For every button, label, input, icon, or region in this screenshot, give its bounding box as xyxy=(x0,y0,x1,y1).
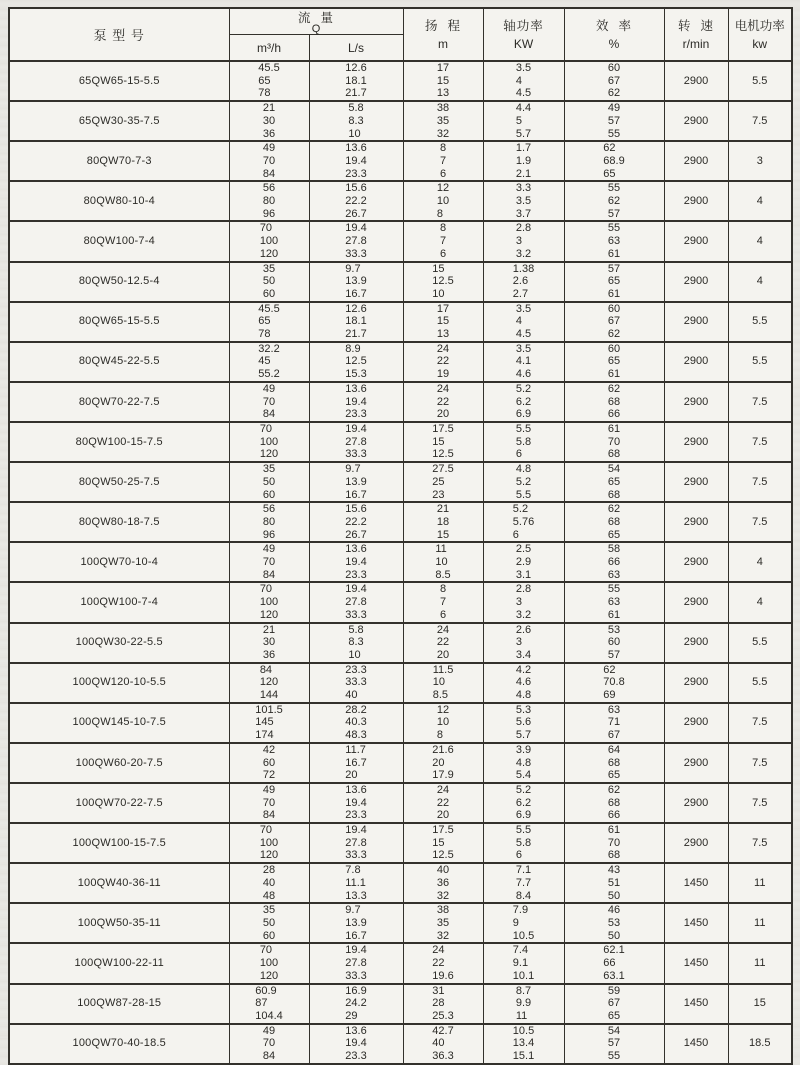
cell-speed: 2900 xyxy=(664,382,728,422)
cell-efficiency: 54 65 68 xyxy=(564,462,664,502)
cell-motor-power: 5.5 xyxy=(728,342,792,382)
cell-speed: 2900 xyxy=(664,61,728,101)
cell-speed: 2900 xyxy=(664,542,728,582)
cell-head: 12 10 8 xyxy=(403,181,483,221)
cell-shaft-power: 5.5 5.8 6 xyxy=(483,422,564,462)
cell-motor-power: 5.5 xyxy=(728,623,792,663)
cell-head: 15 12.5 10 xyxy=(403,262,483,302)
cell-speed: 1450 xyxy=(664,1024,728,1064)
table-row xyxy=(9,663,792,703)
cell-model: 100QW100-22-11 xyxy=(9,943,229,983)
cell-flow-ls: 9.7 13.9 16.7 xyxy=(309,262,403,302)
head-unit: m xyxy=(438,36,449,51)
cell-flow-ls: 5.8 8.3 10 xyxy=(309,101,403,141)
cell-flow-m3h: 32.2 45 55.2 xyxy=(229,342,309,382)
cell-speed: 2900 xyxy=(664,743,728,783)
cell-head: 40 36 32 xyxy=(403,863,483,903)
cell-efficiency: 43 51 50 xyxy=(564,863,664,903)
cell-shaft-power: 1.38 2.6 2.7 xyxy=(483,262,564,302)
cell-speed: 2900 xyxy=(664,342,728,382)
cell-model: 100QW50-35-11 xyxy=(9,903,229,943)
cell-motor-power: 5.5 xyxy=(728,663,792,703)
cell-flow-ls: 23.3 33.3 40 xyxy=(309,663,403,703)
cell-motor-power: 5.5 xyxy=(728,61,792,101)
cell-speed: 2900 xyxy=(664,502,728,542)
cell-motor-power: 11 xyxy=(728,863,792,903)
cell-flow-m3h: 35 50 60 xyxy=(229,903,309,943)
cell-flow-m3h: 56 80 96 xyxy=(229,181,309,221)
table-row xyxy=(9,783,792,823)
header-flow-m3h: m³/h xyxy=(229,35,309,62)
cell-flow-ls: 9.7 13.9 16.7 xyxy=(309,462,403,502)
cell-head: 8 7 6 xyxy=(403,141,483,181)
cell-speed: 2900 xyxy=(664,422,728,462)
cell-head: 31 28 25.3 xyxy=(403,984,483,1024)
table-row xyxy=(9,101,792,141)
cell-flow-m3h: 45.5 65 78 xyxy=(229,61,309,101)
cell-head: 8 7 6 xyxy=(403,582,483,622)
cell-efficiency: 60 67 62 xyxy=(564,61,664,101)
cell-head: 17.5 15 12.5 xyxy=(403,823,483,863)
cell-flow-m3h: 21 30 36 xyxy=(229,101,309,141)
table-row xyxy=(9,903,792,943)
cell-speed: 1450 xyxy=(664,984,728,1024)
flow-label: 流 量 xyxy=(298,11,334,25)
cell-speed: 2900 xyxy=(664,302,728,342)
cell-head: 17.5 15 12.5 xyxy=(403,422,483,462)
cell-flow-ls: 19.4 27.8 33.3 xyxy=(309,221,403,261)
cell-shaft-power: 4.4 5 5.7 xyxy=(483,101,564,141)
table-row xyxy=(9,61,792,101)
cell-shaft-power: 7.1 7.7 8.4 xyxy=(483,863,564,903)
cell-shaft-power: 8.7 9.9 11 xyxy=(483,984,564,1024)
cell-efficiency: 62 68.9 65 xyxy=(564,141,664,181)
cell-model: 80QW80-18-7.5 xyxy=(9,502,229,542)
table-row xyxy=(9,623,792,663)
cell-shaft-power: 2.8 3 3.2 xyxy=(483,582,564,622)
cell-efficiency: 61 70 68 xyxy=(564,823,664,863)
motor-power-label: 电机功率 xyxy=(734,18,785,33)
cell-motor-power: 7.5 xyxy=(728,101,792,141)
cell-model: 100QW60-20-7.5 xyxy=(9,743,229,783)
cell-head: 21.6 20 17.9 xyxy=(403,743,483,783)
table-row xyxy=(9,181,792,221)
cell-motor-power: 7.5 xyxy=(728,502,792,542)
cell-shaft-power: 2.8 3 3.2 xyxy=(483,221,564,261)
cell-flow-ls: 11.7 16.7 20 xyxy=(309,743,403,783)
header-pump-model: 泵 型 号 xyxy=(9,8,229,61)
cell-flow-m3h: 70 100 120 xyxy=(229,943,309,983)
table-row xyxy=(9,703,792,743)
cell-model: 100QW70-10-4 xyxy=(9,542,229,582)
cell-shaft-power: 2.6 3 3.4 xyxy=(483,623,564,663)
cell-efficiency: 53 60 57 xyxy=(564,623,664,663)
cell-flow-ls: 13.6 19.4 23.3 xyxy=(309,1024,403,1064)
efficiency-unit: % xyxy=(608,36,620,51)
cell-flow-m3h: 49 70 84 xyxy=(229,1024,309,1064)
cell-shaft-power: 4.2 4.6 4.8 xyxy=(483,663,564,703)
cell-efficiency: 60 67 62 xyxy=(564,302,664,342)
cell-flow-ls: 7.8 11.1 13.3 xyxy=(309,863,403,903)
cell-motor-power: 18.5 xyxy=(728,1024,792,1064)
cell-efficiency: 62 68 65 xyxy=(564,502,664,542)
cell-head: 38 35 32 xyxy=(403,903,483,943)
cell-head: 11.5 10 8.5 xyxy=(403,663,483,703)
table-row xyxy=(9,462,792,502)
table-row xyxy=(9,342,792,382)
cell-speed: 2900 xyxy=(664,141,728,181)
cell-flow-m3h: 35 50 60 xyxy=(229,262,309,302)
cell-speed: 2900 xyxy=(664,823,728,863)
table-row xyxy=(9,141,792,181)
cell-motor-power: 7.5 xyxy=(728,703,792,743)
cell-model: 80QW45-22-5.5 xyxy=(9,342,229,382)
cell-motor-power: 11 xyxy=(728,903,792,943)
cell-flow-ls: 8.9 12.5 15.3 xyxy=(309,342,403,382)
cell-flow-m3h: 49 70 84 xyxy=(229,141,309,181)
cell-efficiency: 55 62 57 xyxy=(564,181,664,221)
motor-power-unit: kw xyxy=(752,36,768,51)
cell-flow-ls: 13.6 19.4 23.3 xyxy=(309,382,403,422)
cell-speed: 2900 xyxy=(664,663,728,703)
cell-motor-power: 15 xyxy=(728,984,792,1024)
cell-motor-power: 4 xyxy=(728,262,792,302)
cell-model: 100QW70-40-18.5 xyxy=(9,1024,229,1064)
header-flow-ls: L/s xyxy=(309,35,403,62)
cell-efficiency: 63 71 67 xyxy=(564,703,664,743)
pump-spec-table xyxy=(8,7,793,1065)
cell-motor-power: 5.5 xyxy=(728,302,792,342)
cell-efficiency: 55 63 61 xyxy=(564,582,664,622)
table-row xyxy=(9,984,792,1024)
table-row xyxy=(9,743,792,783)
cell-head: 8 7 6 xyxy=(403,221,483,261)
cell-model: 80QW100-7-4 xyxy=(9,221,229,261)
cell-efficiency: 46 53 50 xyxy=(564,903,664,943)
cell-speed: 2900 xyxy=(664,101,728,141)
cell-efficiency: 57 65 61 xyxy=(564,262,664,302)
table-row xyxy=(9,863,792,903)
cell-head: 24 22 20 xyxy=(403,783,483,823)
cell-shaft-power: 7.9 9 10.5 xyxy=(483,903,564,943)
shaft-power-label: 轴功率 xyxy=(503,18,544,33)
cell-flow-m3h: 70 100 120 xyxy=(229,221,309,261)
table-row xyxy=(9,943,792,983)
header-efficiency xyxy=(564,8,664,61)
cell-flow-m3h: 70 100 120 xyxy=(229,823,309,863)
cell-flow-m3h: 28 40 48 xyxy=(229,863,309,903)
cell-speed: 2900 xyxy=(664,623,728,663)
cell-shaft-power: 10.5 13.4 15.1 xyxy=(483,1024,564,1064)
head-label: 扬 程 xyxy=(425,18,461,33)
table-row xyxy=(9,502,792,542)
cell-efficiency: 58 66 63 xyxy=(564,542,664,582)
header-shaft-power xyxy=(483,8,564,61)
header-motor-power xyxy=(728,8,792,61)
cell-model: 100QW100-7-4 xyxy=(9,582,229,622)
cell-head: 24 22 20 xyxy=(403,623,483,663)
cell-flow-m3h: 49 70 84 xyxy=(229,783,309,823)
table-row xyxy=(9,221,792,261)
cell-model: 100QW100-15-7.5 xyxy=(9,823,229,863)
cell-flow-m3h: 45.5 65 78 xyxy=(229,302,309,342)
cell-flow-m3h: 60.9 87 104.4 xyxy=(229,984,309,1024)
cell-flow-m3h: 101.5 145 174 xyxy=(229,703,309,743)
cell-efficiency: 62.1 66 63.1 xyxy=(564,943,664,983)
cell-flow-ls: 13.6 19.4 23.3 xyxy=(309,141,403,181)
table-row xyxy=(9,823,792,863)
cell-motor-power: 7.5 xyxy=(728,382,792,422)
cell-shaft-power: 1.7 1.9 2.1 xyxy=(483,141,564,181)
cell-flow-ls: 9.7 13.9 16.7 xyxy=(309,903,403,943)
cell-efficiency: 55 63 61 xyxy=(564,221,664,261)
cell-speed: 1450 xyxy=(664,863,728,903)
header-flow-group xyxy=(229,8,403,35)
cell-flow-ls: 19.4 27.8 33.3 xyxy=(309,422,403,462)
cell-motor-power: 4 xyxy=(728,542,792,582)
table-row xyxy=(9,542,792,582)
header-head xyxy=(403,8,483,61)
cell-flow-ls: 15.6 22.2 26.7 xyxy=(309,181,403,221)
table-row xyxy=(9,1024,792,1064)
cell-flow-ls: 19.4 27.8 33.3 xyxy=(309,582,403,622)
cell-flow-m3h: 56 80 96 xyxy=(229,502,309,542)
cell-shaft-power: 3.5 4.1 4.6 xyxy=(483,342,564,382)
cell-motor-power: 7.5 xyxy=(728,422,792,462)
cell-shaft-power: 3.5 4 4.5 xyxy=(483,61,564,101)
cell-motor-power: 4 xyxy=(728,181,792,221)
cell-head: 12 10 8 xyxy=(403,703,483,743)
cell-shaft-power: 5.5 5.8 6 xyxy=(483,823,564,863)
cell-shaft-power: 2.5 2.9 3.1 xyxy=(483,542,564,582)
cell-flow-m3h: 21 30 36 xyxy=(229,623,309,663)
cell-speed: 1450 xyxy=(664,903,728,943)
cell-efficiency: 62 70.8 69 xyxy=(564,663,664,703)
cell-head: 24 22 19.6 xyxy=(403,943,483,983)
table-row xyxy=(9,382,792,422)
cell-efficiency: 61 70 68 xyxy=(564,422,664,462)
cell-head: 21 18 15 xyxy=(403,502,483,542)
cell-speed: 2900 xyxy=(664,221,728,261)
cell-flow-m3h: 49 70 84 xyxy=(229,382,309,422)
cell-model: 100QW145-10-7.5 xyxy=(9,703,229,743)
cell-flow-ls: 15.6 22.2 26.7 xyxy=(309,502,403,542)
flow-symbol: Q xyxy=(311,23,321,35)
cell-motor-power: 7.5 xyxy=(728,783,792,823)
table-row xyxy=(9,302,792,342)
cell-efficiency: 62 68 66 xyxy=(564,382,664,422)
cell-efficiency: 59 67 65 xyxy=(564,984,664,1024)
cell-speed: 2900 xyxy=(664,462,728,502)
cell-flow-m3h: 70 100 120 xyxy=(229,582,309,622)
cell-flow-ls: 12.6 18.1 21.7 xyxy=(309,302,403,342)
cell-model: 65QW30-35-7.5 xyxy=(9,101,229,141)
cell-shaft-power: 5.2 6.2 6.9 xyxy=(483,783,564,823)
efficiency-label: 效 率 xyxy=(596,18,632,33)
cell-model: 100QW120-10-5.5 xyxy=(9,663,229,703)
cell-flow-m3h: 49 70 84 xyxy=(229,542,309,582)
cell-speed: 2900 xyxy=(664,262,728,302)
cell-motor-power: 7.5 xyxy=(728,743,792,783)
cell-flow-ls: 12.6 18.1 21.7 xyxy=(309,61,403,101)
cell-model: 80QW50-25-7.5 xyxy=(9,462,229,502)
cell-model: 80QW50-12.5-4 xyxy=(9,262,229,302)
cell-model: 80QW80-10-4 xyxy=(9,181,229,221)
cell-motor-power: 4 xyxy=(728,221,792,261)
cell-flow-ls: 16.9 24.2 29 xyxy=(309,984,403,1024)
cell-efficiency: 60 65 61 xyxy=(564,342,664,382)
cell-speed: 2900 xyxy=(664,783,728,823)
cell-model: 80QW65-15-5.5 xyxy=(9,302,229,342)
cell-motor-power: 11 xyxy=(728,943,792,983)
table-row xyxy=(9,422,792,462)
cell-shaft-power: 3.5 4 4.5 xyxy=(483,302,564,342)
cell-head: 42.7 40 36.3 xyxy=(403,1024,483,1064)
shaft-power-unit: KW xyxy=(513,36,534,51)
cell-flow-m3h: 42 60 72 xyxy=(229,743,309,783)
table-row xyxy=(9,582,792,622)
cell-motor-power: 3 xyxy=(728,141,792,181)
cell-flow-m3h: 35 50 60 xyxy=(229,462,309,502)
cell-model: 80QW70-22-7.5 xyxy=(9,382,229,422)
cell-shaft-power: 5.2 5.76 6 xyxy=(483,502,564,542)
cell-head: 11 10 8.5 xyxy=(403,542,483,582)
cell-head: 17 15 13 xyxy=(403,61,483,101)
cell-model: 100QW30-22-5.5 xyxy=(9,623,229,663)
cell-head: 24 22 19 xyxy=(403,342,483,382)
cell-flow-ls: 5.8 8.3 10 xyxy=(309,623,403,663)
cell-motor-power: 4 xyxy=(728,582,792,622)
cell-efficiency: 62 68 66 xyxy=(564,783,664,823)
cell-speed: 2900 xyxy=(664,181,728,221)
cell-head: 17 15 13 xyxy=(403,302,483,342)
cell-head: 27.5 25 23 xyxy=(403,462,483,502)
speed-unit: r/min xyxy=(682,36,710,51)
cell-flow-m3h: 84 120 144 xyxy=(229,663,309,703)
cell-speed: 2900 xyxy=(664,582,728,622)
cell-model: 80QW70-7-3 xyxy=(9,141,229,181)
cell-speed: 1450 xyxy=(664,943,728,983)
cell-model: 65QW65-15-5.5 xyxy=(9,61,229,101)
cell-shaft-power: 3.9 4.8 5.4 xyxy=(483,743,564,783)
cell-flow-ls: 13.6 19.4 23.3 xyxy=(309,783,403,823)
cell-efficiency: 54 57 55 xyxy=(564,1024,664,1064)
speed-label: 转 速 xyxy=(678,18,714,33)
table-row xyxy=(9,262,792,302)
cell-motor-power: 7.5 xyxy=(728,823,792,863)
cell-shaft-power: 5.2 6.2 6.9 xyxy=(483,382,564,422)
cell-head: 38 35 32 xyxy=(403,101,483,141)
cell-flow-ls: 19.4 27.8 33.3 xyxy=(309,943,403,983)
cell-speed: 2900 xyxy=(664,703,728,743)
table-body xyxy=(9,61,792,1064)
table-header xyxy=(9,8,792,61)
cell-model: 100QW70-22-7.5 xyxy=(9,783,229,823)
cell-motor-power: 7.5 xyxy=(728,462,792,502)
cell-model: 80QW100-15-7.5 xyxy=(9,422,229,462)
cell-head: 24 22 20 xyxy=(403,382,483,422)
cell-flow-ls: 19.4 27.8 33.3 xyxy=(309,823,403,863)
cell-efficiency: 64 68 65 xyxy=(564,743,664,783)
cell-flow-ls: 13.6 19.4 23.3 xyxy=(309,542,403,582)
cell-shaft-power: 5.3 5.6 5.7 xyxy=(483,703,564,743)
header-speed xyxy=(664,8,728,61)
cell-flow-ls: 28.2 40.3 48.3 xyxy=(309,703,403,743)
cell-model: 100QW40-36-11 xyxy=(9,863,229,903)
cell-efficiency: 49 57 55 xyxy=(564,101,664,141)
cell-flow-m3h: 70 100 120 xyxy=(229,422,309,462)
cell-shaft-power: 7.4 9.1 10.1 xyxy=(483,943,564,983)
cell-shaft-power: 4.8 5.2 5.5 xyxy=(483,462,564,502)
cell-shaft-power: 3.3 3.5 3.7 xyxy=(483,181,564,221)
cell-model: 100QW87-28-15 xyxy=(9,984,229,1024)
